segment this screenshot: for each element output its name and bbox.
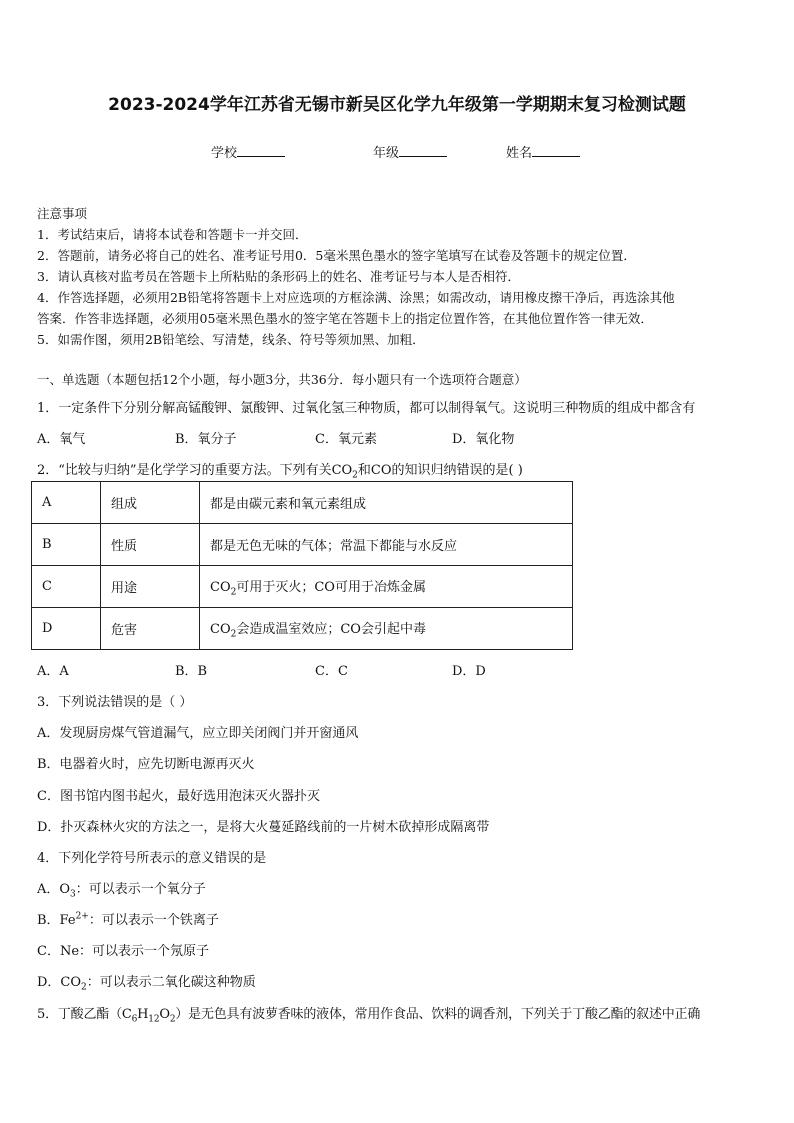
q3-option-d: D．扑灭森林火灾的方法之一，是将大火蔓延路线前的一片树木砍掉形成隔离带 [37, 820, 490, 835]
table-row [32, 608, 573, 650]
q2-subscript: 2 [352, 470, 358, 481]
table-row [32, 482, 573, 524]
q1-option-d: D．氧化物 [452, 432, 515, 447]
note-item: 5．如需作图，须用2B铅笔绘、写清楚，线条、符号等须加黑、加粗． [37, 332, 425, 347]
row-aspect: 危害 [101, 608, 200, 650]
row-text: 都是无色无味的气体；常温下都能与水反应 [200, 524, 573, 566]
table-row [32, 524, 573, 566]
q4-a-sub: 3 [70, 889, 76, 900]
q4-option-d [37, 971, 256, 993]
row-letter: D [32, 608, 101, 650]
q5-pre: 5．丁酸乙酯（C [37, 1007, 132, 1022]
row-letter: A [32, 482, 101, 524]
name-field [506, 142, 580, 161]
name-blank [532, 144, 580, 157]
q4-a-post: ：可以表示一个氧分子 [75, 882, 206, 897]
q5-post: ）是无色具有波萝香味的液体，常用作食品、饮料的调香剂，下列关于丁酸乙酯的叙述中正确 [175, 1007, 701, 1022]
q4-d-pre: D．CO [37, 975, 82, 990]
q1-option-a: A．氧气 [37, 432, 86, 447]
row-letter: B [32, 524, 101, 566]
q4-d-sub: 2 [81, 982, 87, 993]
q5-sub: 6 [131, 1014, 138, 1025]
q3-option-b: B．电器着火时，应先切断电源再灭火 [37, 757, 255, 772]
comparison-table [31, 481, 573, 650]
q4-option-a [37, 878, 206, 900]
row-text [200, 566, 573, 608]
note-item: 4．作答选择题，必须用2B铅笔将答题卡上对应选项的方框涂满、涂黑；如需改动，请用橡皮擦干净后，再选涂其他 [37, 290, 675, 305]
grade-blank [399, 144, 447, 157]
row-text [200, 608, 573, 650]
q2-stem-part: 和CO的知识归纳错误的是( ) [357, 463, 523, 478]
q1-option-c: C．氧元素 [315, 432, 377, 447]
formula-subscript: 2 [230, 629, 237, 640]
q3-option-a: A．发现厨房煤气管道漏气，应立即关闭阀门并开窗通风 [37, 726, 359, 741]
page-title: 2023-2024学年江苏省无锡市新吴区化学九年级第一学期期末复习检测试题 [108, 95, 686, 115]
section-heading: 一、单选题（本题包括12个小题，每小题3分，共36分．每小题只有一个选项符合题意） [37, 372, 527, 387]
q5-mid: H [137, 1007, 149, 1022]
q4-b-pre: B．Fe [37, 913, 76, 928]
q2-option-a: A．A [37, 664, 69, 679]
question-3-stem: 3．下列说法错误的是（ ） [37, 695, 193, 710]
note-item: 答案．作答非选择题，必须用05毫米黑色墨水的签字笔在答题卡上的指定位置作答，在其他位置作答一律无效． [37, 311, 653, 326]
q4-option-b [37, 909, 219, 928]
q4-d-post: ：可以表示二氧化碳这种物质 [86, 975, 256, 990]
q2-option-d: D．D [452, 664, 486, 679]
question-5-stem [37, 1003, 700, 1025]
row-letter: C [32, 566, 101, 608]
school-label: 学校 [211, 146, 238, 161]
row-aspect: 性质 [101, 524, 200, 566]
question-4-stem: 4．下列化学符号所表示的意义错误的是 [37, 851, 267, 866]
question-2-stem [37, 459, 523, 481]
q5-mid: O [159, 1007, 170, 1022]
q4-option-c: C．Ne：可以表示一个氖原子 [37, 944, 210, 959]
formula-subscript: 2 [230, 587, 237, 598]
q2-option-c: C．C [315, 664, 348, 679]
row-aspect: 用途 [101, 566, 200, 608]
school-field [211, 142, 285, 161]
q4-a-pre: A．O [37, 882, 71, 897]
formula: CO [210, 621, 231, 637]
q3-option-c: C．图书馆内图书起火，最好选用泡沫灭火器扑灭 [37, 789, 320, 804]
row-text: 都是由碳元素和氧元素组成 [200, 482, 573, 524]
row-text-rest: 可用于灭火；CO可用于冶炼金属 [236, 579, 426, 595]
q1-option-b: B．氧分子 [175, 432, 237, 447]
q4-b-post: ：可以表示一个铁离子 [88, 913, 219, 928]
q5-sub: 2 [169, 1014, 176, 1025]
formula: CO [210, 579, 231, 595]
row-aspect: 组成 [101, 482, 200, 524]
q2-option-b: B．B [175, 664, 208, 679]
notes-heading: 注意事项 [37, 206, 88, 221]
note-item: 3．请认真核对监考员在答题卡上所粘贴的条形码上的姓名、准考证号与本人是否相符． [37, 269, 520, 284]
note-item: 1．考试结束后，请将本试卷和答题卡一并交回． [37, 227, 308, 242]
table-row [32, 566, 573, 608]
question-1-stem: 1．一定条件下分别分解高锰酸钾、氯酸钾、过氧化氢三种物质，都可以制得氧气。这说明三种物质的组成中都含有 [37, 401, 696, 416]
name-label: 姓名 [506, 146, 533, 161]
row-text-rest: 会造成温室效应；CO会引起中毒 [236, 621, 426, 637]
q4-b-sup: 2+ [75, 911, 89, 922]
q2-stem-part: 2．“比较与归纳”是化学学习的重要方法。下列有关CO [37, 463, 353, 478]
q5-sub: 12 [148, 1014, 160, 1025]
school-blank [237, 144, 285, 157]
grade-field [373, 142, 447, 161]
note-item: 2．答题前，请务必将自己的姓名、准考证号用0．5毫米黑色墨水的签字笔填写在试卷及答题卡的规定位置． [37, 248, 636, 263]
grade-label: 年级 [373, 146, 400, 161]
